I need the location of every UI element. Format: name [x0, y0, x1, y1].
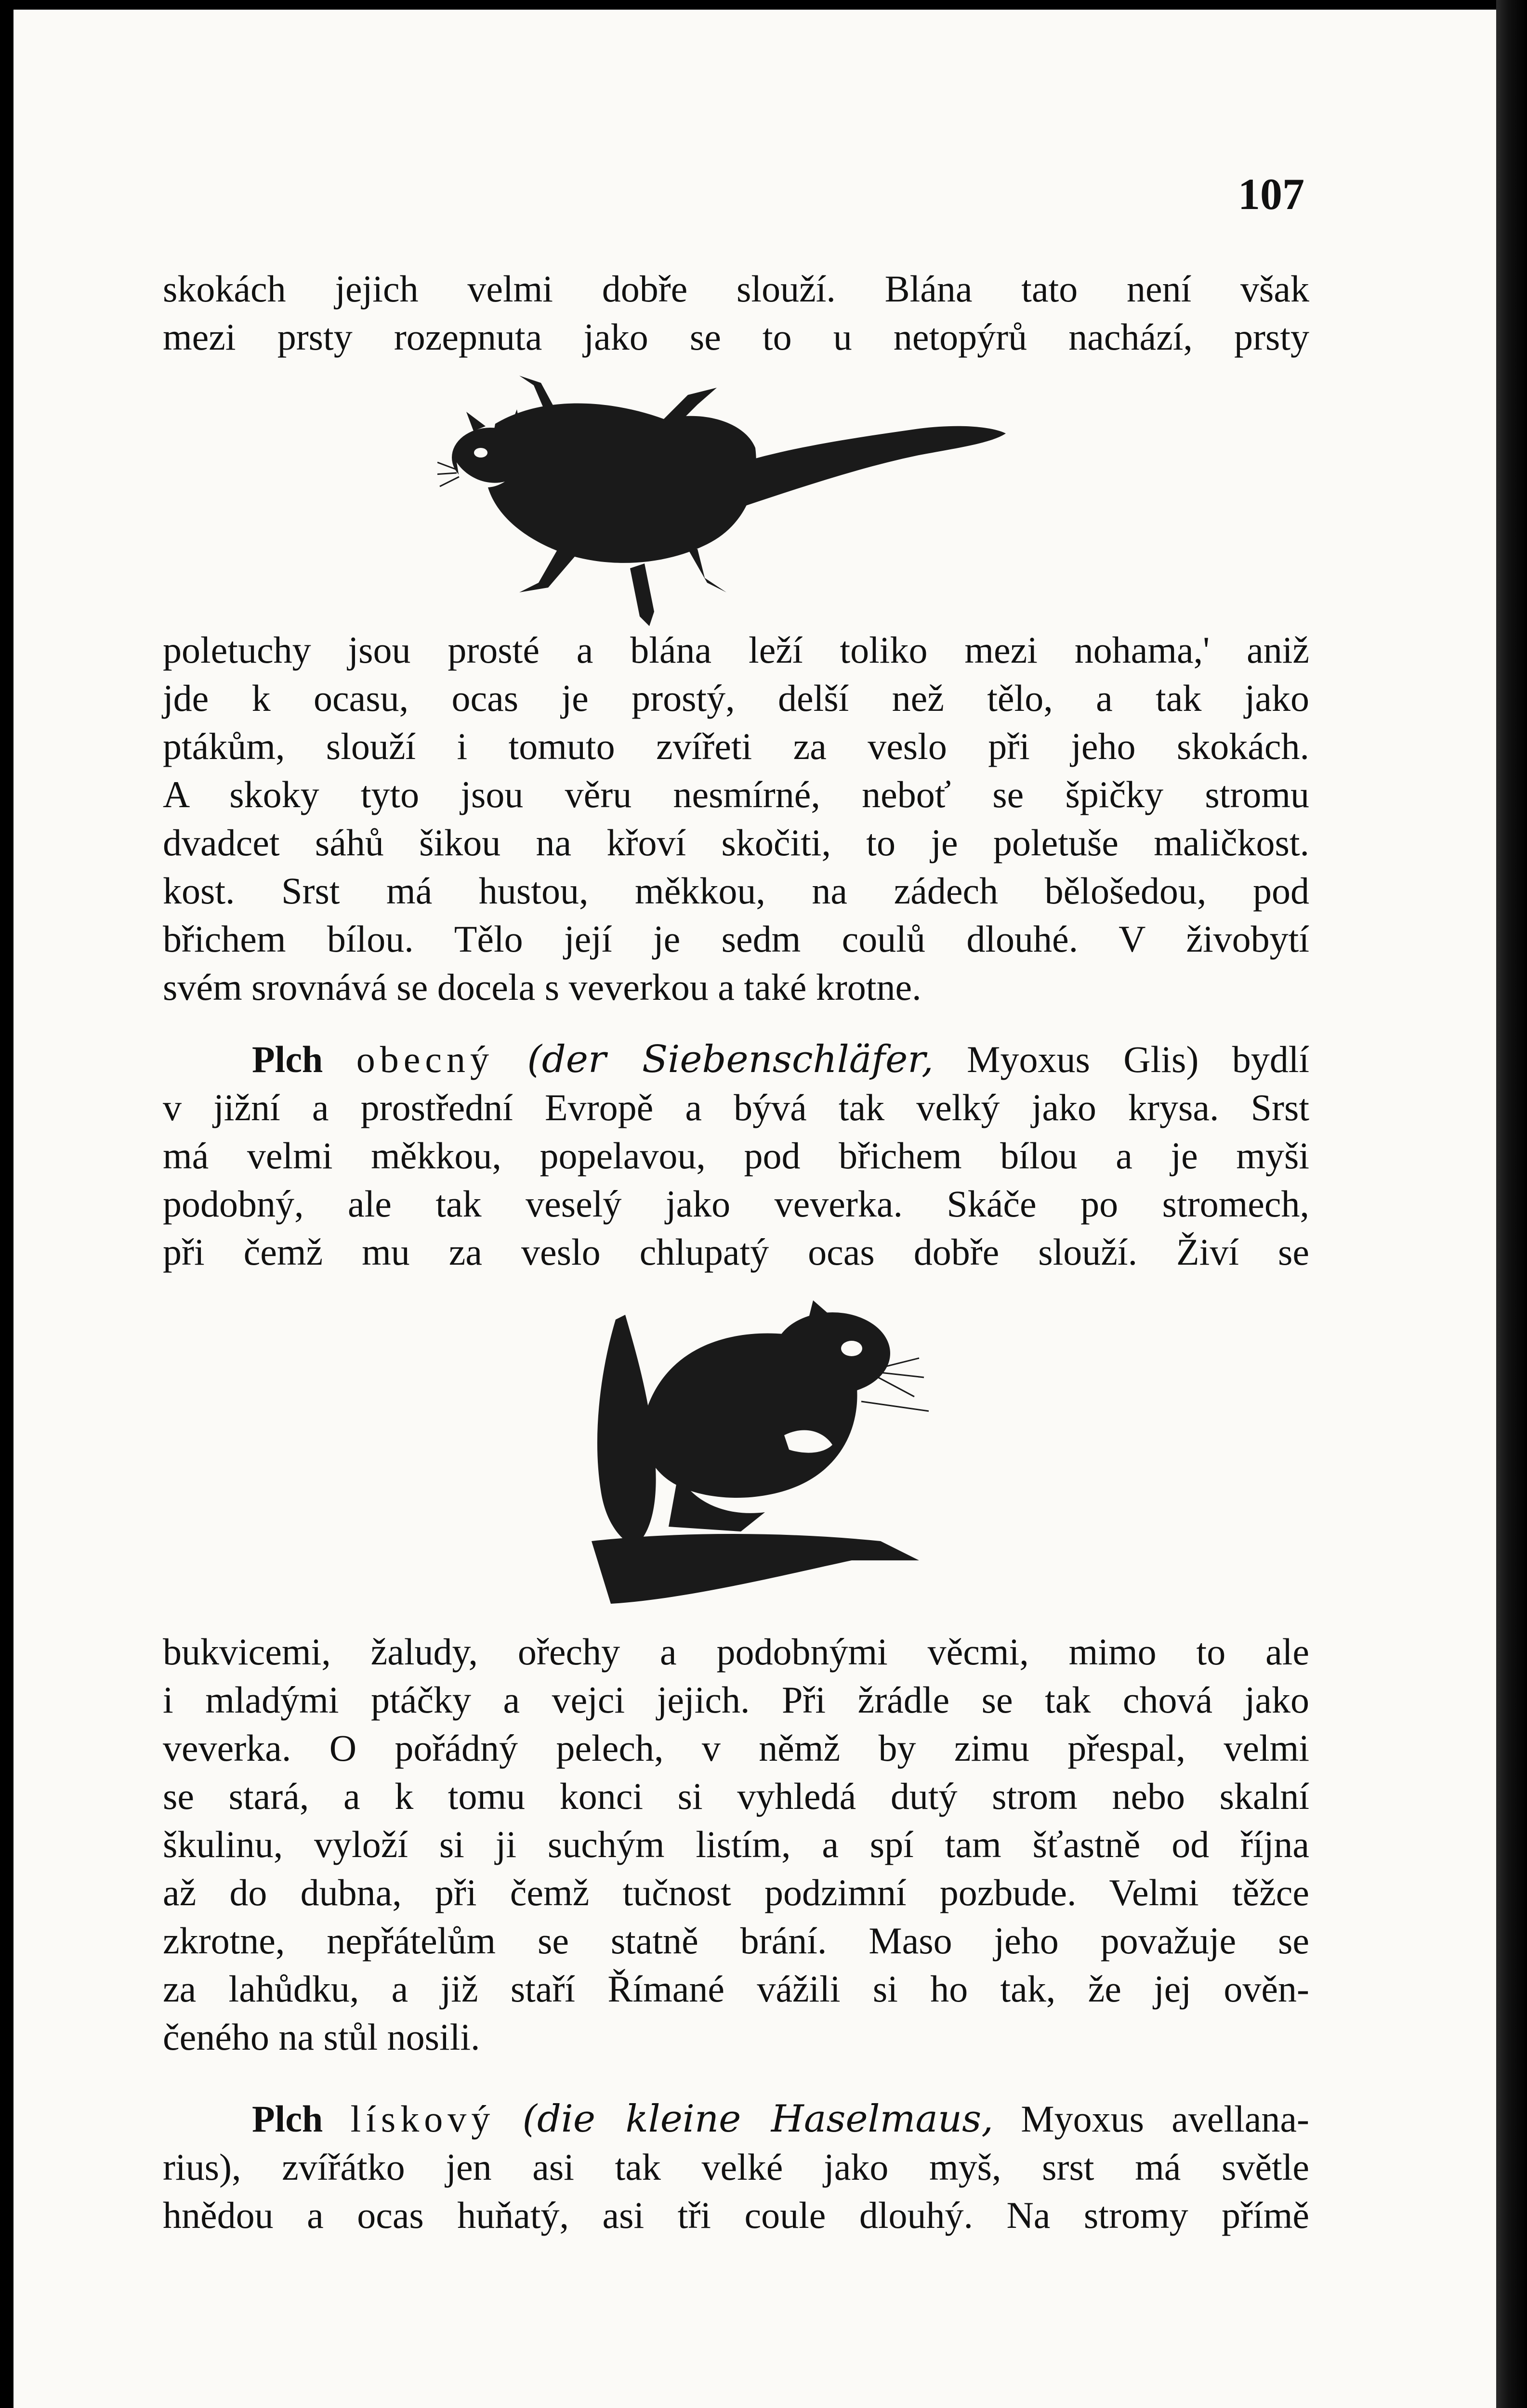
text-line: veverka. O pořádný pelech, v němž by zimu přespal, velmi	[163, 1727, 1309, 1769]
text-line: jde k ocasu, ocas je prostý, delší než tělo, a tak jako	[163, 677, 1309, 719]
text-line: i mladými ptáčky a vejci jejich. Při žrádle se tak chová jako	[163, 1679, 1309, 1721]
flying-squirrel-illustration	[437, 366, 1015, 636]
text-line: bukvicemi, žaludy, ořechy a podobnými věcmi, mimo to ale	[163, 1631, 1309, 1673]
text-line: škulinu, vyloží si ji suchým listím, a spí tam šťastně od října	[163, 1823, 1309, 1865]
species-name: Plch	[252, 2098, 323, 2140]
text-line: A skoky tyto jsou věru nesmírné, neboť se špičky stromu	[163, 773, 1309, 815]
species-name: Plch	[252, 1038, 323, 1080]
german-name: (die kleine Haselmaus,	[522, 2097, 993, 2141]
text-line: ptákům, slouží i tomuto zvířeti za veslo při jeho skokách.	[163, 725, 1309, 767]
text-line: za lahůdku, a již staří Římané vážili si ho tak, že jej ověn-	[163, 1968, 1309, 2010]
text-line: mezi prsty rozepnuta jako se to u netopýrů nachází, prsty	[163, 316, 1309, 358]
scan-right-edge	[1496, 0, 1527, 2408]
section-heading-line	[163, 2095, 1309, 2143]
text-line: až do dubna, při čemž tučnost podzimní pozbude. Velmi těžce	[163, 1871, 1309, 1913]
text-line: hnědou a ocas huňatý, asi tři coule dlouhý. Na stromy přímě	[163, 2194, 1309, 2236]
latin-name: Myoxus Glis) bydlí	[967, 1038, 1310, 1080]
text-line: se stará, a k tomu konci si vyhledá dutý strom nebo skalní	[163, 1775, 1309, 1817]
text-line: skokách jejich velmi dobře slouží. Blána tato není však	[163, 268, 1309, 310]
text-line: zkrotne, nepřátelům se statně brání. Maso jeho považuje se	[163, 1920, 1309, 1962]
scan-left-edge	[0, 0, 13, 2408]
book-page	[13, 10, 1496, 2408]
section-heading-line	[163, 1035, 1309, 1084]
page-number: 107	[1238, 170, 1304, 219]
text-line: podobný, ale tak veselý jako veverka. Skáče po stromech,	[163, 1183, 1309, 1225]
text-line: svém srovnává se docela s veverkou a také krotne.	[163, 966, 921, 1008]
dormouse-illustration	[582, 1291, 948, 1618]
species-adjective: obecný	[356, 1038, 494, 1080]
text-line: kost. Srst má hustou, měkkou, na zádech bělošedou, pod	[163, 870, 1309, 912]
text-line: poletuchy jsou prosté a blána leží toliko mezi nohama,' aniž	[163, 629, 1309, 671]
latin-name: Myoxus avellana-	[1021, 2098, 1309, 2140]
text-line: při čemž mu za veslo chlupatý ocas dobře slouží. Živí se	[163, 1231, 1309, 1273]
text-line: dvadcet sáhů šikou na křoví skočiti, to je poletuše maličkost.	[163, 822, 1309, 864]
text-line: v jižní a prostřední Evropě a bývá tak velký jako krysa. Srst	[163, 1086, 1309, 1128]
text-line: má velmi měkkou, popelavou, pod břichem bílou a je myši	[163, 1135, 1309, 1177]
text-line: rius), zvířátko jen asi tak velké jako myš, srst má světle	[163, 2146, 1309, 2188]
german-name: (der Siebenschläfer,	[527, 1038, 934, 1081]
species-adjective: lískový	[350, 2098, 495, 2140]
text-line: čeného na stůl nosili.	[163, 2016, 480, 2058]
text-line: břichem bílou. Tělo její je sedm coulů dlouhé. V živobytí	[163, 918, 1309, 960]
